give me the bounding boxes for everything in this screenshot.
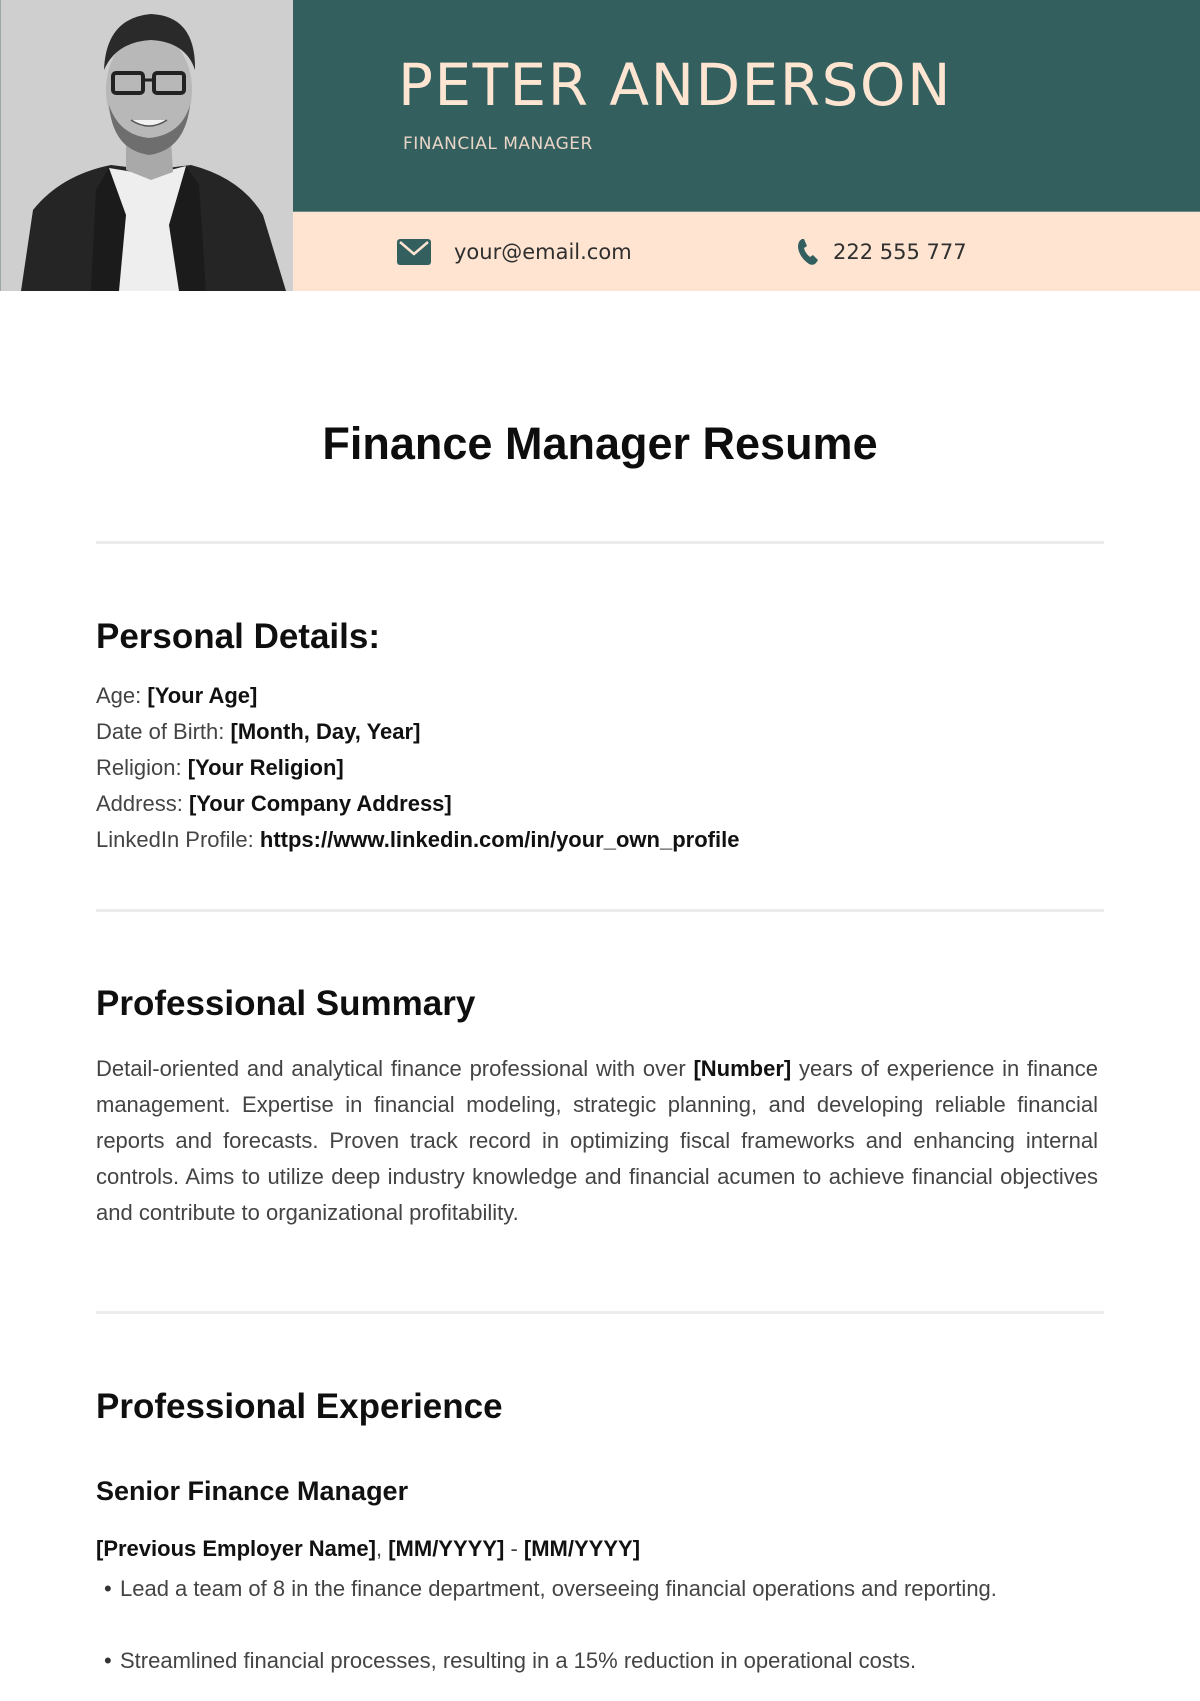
- detail-age: [96, 678, 739, 714]
- email-address[interactable]: your@email.com: [454, 240, 632, 264]
- name-banner: [293, 0, 1200, 211]
- detail-linkedin: [96, 822, 739, 858]
- resume-header: [0, 0, 1200, 291]
- contact-bar: [293, 211, 1200, 291]
- detail-label: Age:: [96, 683, 148, 708]
- summary-years-placeholder: [Number]: [693, 1056, 792, 1081]
- person-name: PETER ANDERSON: [398, 51, 952, 119]
- responsibility-item: • Lead a team of 8 in the finance department, overseeing financial operations and reporting.: [96, 1571, 1096, 1607]
- linkedin-link[interactable]: https://www.linkedin.com/in/your_own_profile: [259, 827, 740, 852]
- detail-value: [Month, Day, Year]: [230, 719, 421, 744]
- detail-label: Address:: [96, 791, 189, 816]
- detail-value: [Your Religion]: [187, 755, 344, 780]
- section-divider: [96, 909, 1104, 912]
- professional-experience-heading: Professional Experience: [96, 1387, 503, 1426]
- detail-label: LinkedIn Profile:: [96, 827, 260, 852]
- separator: -: [504, 1536, 524, 1561]
- employer-name: [Previous Employer Name]: [96, 1536, 376, 1561]
- end-date: [MM/YYYY]: [523, 1536, 641, 1561]
- detail-label: Religion:: [96, 755, 188, 780]
- summary-text-part: years of experience in finance management. Expertise in financial modeling, strategic planning, and developing reliable financial reports and forecasts. Proven track record in optimizing fiscal frameworks and enhancing internal controls. Aims to utilize deep industry knowledge and financial acumen to achieve financial objectives and contribute to organizational profitability.: [96, 1056, 1098, 1225]
- personal-details-list: [96, 678, 739, 858]
- personal-details-heading: Personal Details:: [96, 617, 380, 656]
- portrait-image: [1, 0, 293, 291]
- section-divider: [96, 541, 1104, 544]
- detail-value: [Your Company Address]: [188, 791, 452, 816]
- start-date: [MM/YYYY]: [388, 1536, 505, 1561]
- contact-phone[interactable]: [795, 212, 967, 292]
- phone-number[interactable]: 222 555 777: [833, 240, 967, 264]
- summary-text-part: Detail-oriented and analytical finance professional with over: [96, 1056, 694, 1081]
- contact-email[interactable]: [396, 212, 632, 292]
- phone-icon: [795, 238, 821, 266]
- section-divider: [96, 1311, 1104, 1314]
- envelope-icon: [396, 238, 432, 266]
- detail-value: [Your Age]: [147, 683, 258, 708]
- job-responsibilities: [96, 1571, 1096, 1679]
- detail-address: [96, 786, 739, 822]
- detail-date-of-birth: [96, 714, 739, 750]
- responsibility-item: • Streamlined financial processes, resulting in a 15% reduction in operational costs.: [96, 1643, 1096, 1679]
- separator: ,: [375, 1536, 389, 1561]
- job-meta: [96, 1536, 640, 1562]
- profile-photo: [0, 0, 293, 291]
- person-role: FINANCIAL MANAGER: [403, 134, 593, 154]
- professional-summary-heading: Professional Summary: [96, 984, 476, 1023]
- professional-summary-text: [96, 1051, 1098, 1231]
- document-title: Finance Manager Resume: [322, 418, 878, 469]
- detail-religion: [96, 750, 739, 786]
- detail-label: Date of Birth:: [96, 719, 231, 744]
- job-title: Senior Finance Manager: [96, 1476, 409, 1506]
